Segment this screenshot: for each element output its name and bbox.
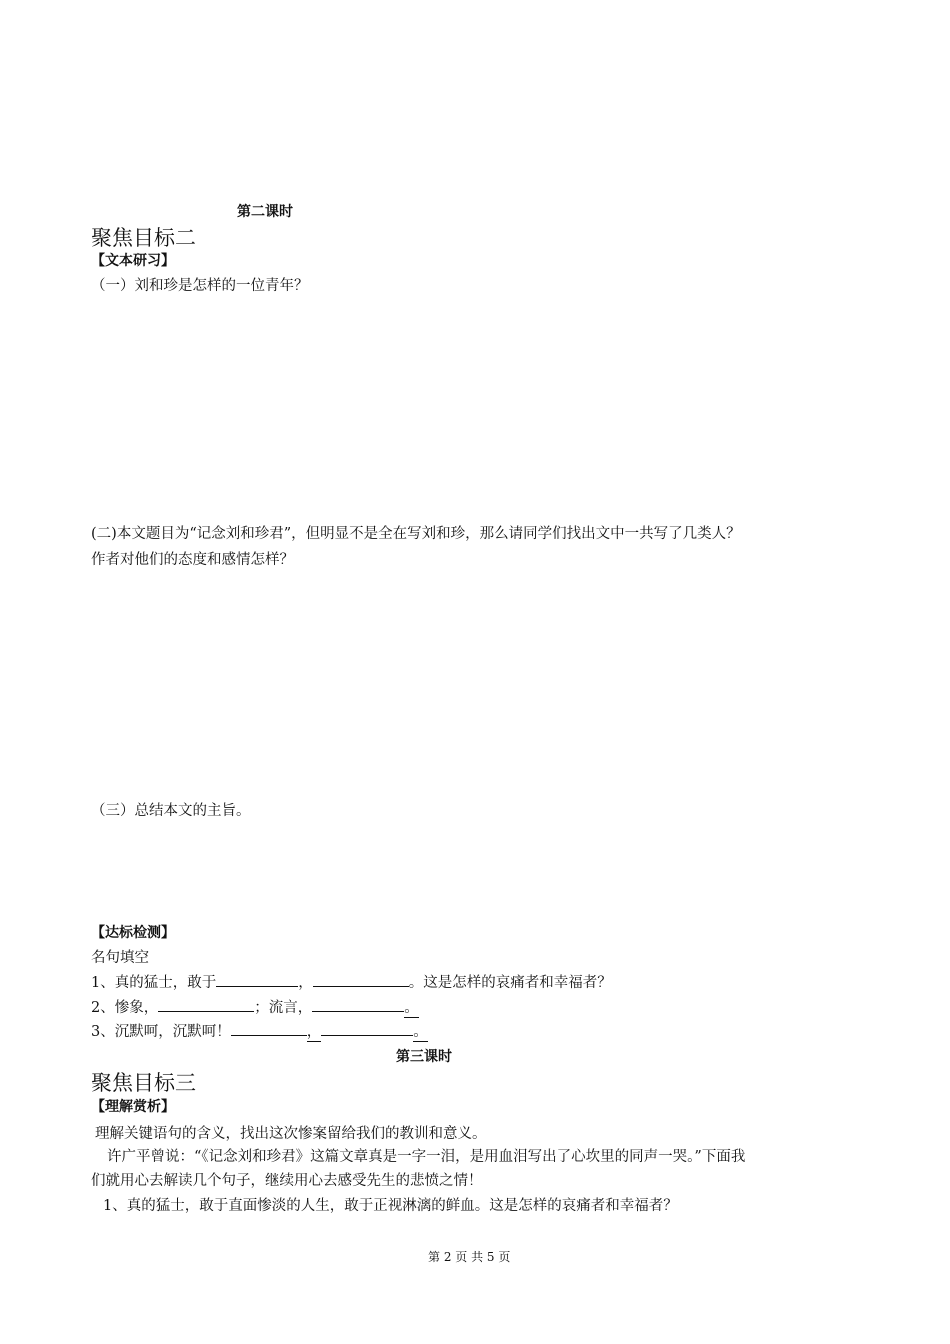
text-study-header: 【文本研习】	[91, 253, 175, 269]
question-1: （一）刘和珍是怎样的一位青年？	[91, 278, 309, 294]
fill-item-1-prefix: 1、真的猛士，敢于	[91, 975, 217, 991]
fill-blank[interactable]	[321, 1021, 413, 1036]
fill-item-2	[91, 996, 419, 1018]
fill-blank[interactable]	[313, 972, 409, 987]
fill-item-1	[91, 971, 612, 992]
appreciation-header: 【理解赏析】	[91, 1099, 175, 1115]
page-footer: 第 2 页 共 5 页	[428, 1250, 511, 1264]
fill-blank[interactable]	[158, 997, 254, 1012]
fill-blank[interactable]	[312, 997, 404, 1012]
fill-blank[interactable]	[231, 1021, 307, 1036]
check-subtitle: 名句填空	[91, 950, 149, 966]
appreciation-quote-line-2: 们就用心去解读几个句子，继续用心去感受先生的悲愤之情！	[91, 1173, 483, 1189]
focus-goal-2-heading: 聚焦目标二	[91, 226, 196, 250]
appreciation-item-1: 1、真的猛士，敢于直面惨淡的人生，敢于正视淋漓的鲜血。这是怎样的哀痛者和幸福者？	[103, 1198, 678, 1214]
question-2-line-1: (二)本文题目为“记念刘和珍君”，但明显不是全在写刘和珍，那么请同学们找出文中一共写了几类人？	[91, 526, 741, 542]
fill-item-1-separator: ，	[298, 975, 313, 991]
fill-item-3	[91, 1020, 428, 1042]
fill-item-2-end: 。	[404, 996, 419, 1018]
lesson-3-title: 第三课时	[396, 1049, 452, 1065]
fill-item-3-prefix: 3、沉默呵，沉默呵！	[91, 1024, 231, 1040]
fill-item-3-end: 。	[413, 1020, 428, 1042]
focus-goal-3-heading: 聚焦目标三	[91, 1071, 196, 1095]
fill-blank[interactable]	[216, 972, 298, 987]
question-2-line-2: 作者对他们的态度和感情怎样？	[91, 552, 294, 568]
lesson-2-title: 第二课时	[237, 204, 293, 220]
fill-item-2-prefix: 2、惨象，	[91, 1000, 159, 1016]
fill-item-2-separator: ；流言，	[254, 1000, 313, 1016]
appreciation-intro: 理解关键语句的含义，找出这次惨案留给我们的教训和意义。	[95, 1126, 487, 1142]
question-3: （三）总结本文的主旨。	[91, 803, 251, 819]
appreciation-quote-line-1: 许广平曾说：“《记念刘和珍君》这篇文章真是一字一泪，是用血泪写出了心坎里的同声一哭。”下面我	[107, 1149, 746, 1165]
check-header: 【达标检测】	[91, 925, 175, 941]
fill-item-1-suffix: 。这是怎样的哀痛者和幸福者？	[408, 975, 612, 991]
fill-item-3-separator: ，	[307, 1020, 322, 1042]
